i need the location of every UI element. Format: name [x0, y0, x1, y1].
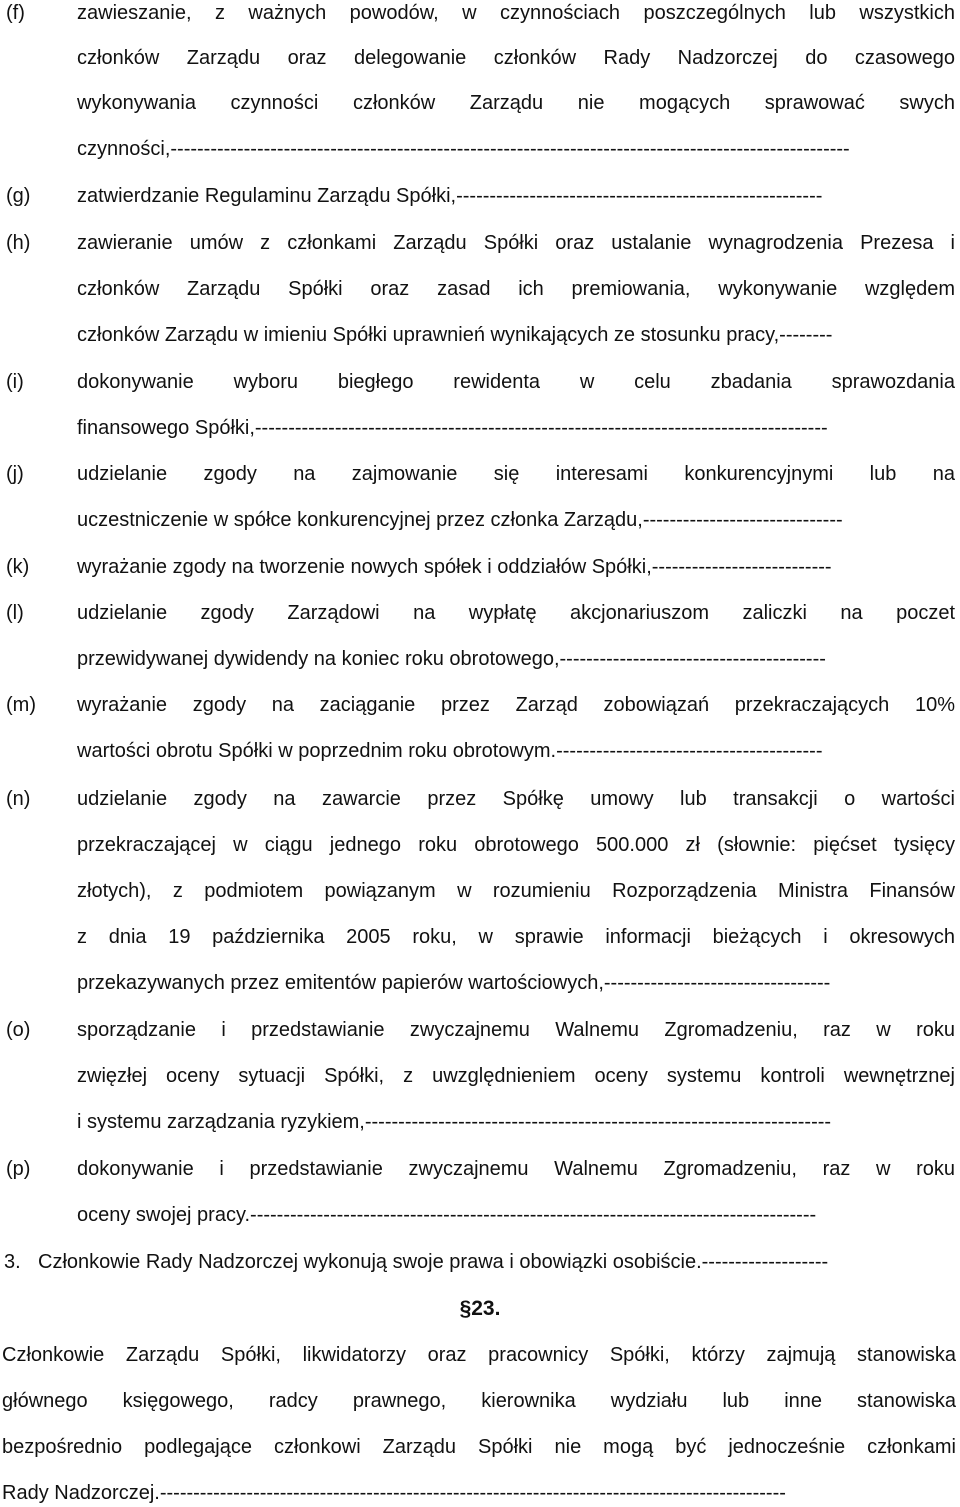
item-line: dokonywanie i przedstawianie zwyczajnemu Walnemu Zgromadzeniu, raz w roku	[77, 1158, 955, 1180]
item-line: dokonywanie wyboru biegłego rewidenta w celu zbadania sprawozdania	[77, 371, 955, 393]
item-line: oceny swojej pracy.-------------------------------------------------------------------------------------	[77, 1204, 817, 1226]
item-line: sporządzanie i przedstawianie zwyczajnemu Walnemu Zgromadzeniu, raz w roku	[77, 1019, 955, 1041]
item-line: czynności,------------------------------------------------------------------------------------------------------	[77, 138, 850, 160]
item-line: wyrażanie zgody na tworzenie nowych spółek i oddziałów Spółki,---------------------------	[77, 556, 832, 578]
item-line: udzielanie zgody na zajmowanie się interesami konkurencyjnymi lub na	[77, 463, 955, 485]
item-line: wartości obrotu Spółki w poprzednim roku obrotowym.----------------------------------------	[77, 740, 823, 762]
item-line: przewidywanej dywidendy na koniec roku obrotowego,----------------------------------------	[77, 648, 826, 670]
paragraph-line: Członkowie Zarządu Spółki, likwidatorzy oraz pracownicy Spółki, którzy zajmują stanowiska	[2, 1344, 956, 1366]
item-line: przekraczającej w ciągu jednego roku obrotowego 500.000 zł (słownie: pięćset tysięcy	[77, 834, 955, 856]
item-line: z dnia 19 października 2005 roku, w sprawie informacji bieżących i okresowych	[77, 926, 955, 948]
paragraph-line: głównego księgowego, radcy prawnego, kierownika wydziału lub inne stanowiska	[2, 1390, 956, 1412]
item-line: członków Zarządu w imieniu Spółki uprawnień wynikających ze stosunku pracy,--------	[77, 324, 833, 346]
item-label: (f)	[6, 2, 25, 24]
item-line: udzielanie zgody Zarządowi na wypłatę akcjonariuszom zaliczki na poczet	[77, 602, 955, 624]
item-label: (g)	[6, 185, 31, 207]
item-line: uczestniczenie w spółce konkurencyjnej przez członka Zarządu,------------------------------	[77, 509, 843, 531]
item-line: złotych), z podmiotem powiązanym w rozumieniu Rozporządzenia Ministra Finansów	[77, 880, 955, 902]
item-label: (n)	[6, 788, 31, 810]
item-label: (h)	[6, 232, 31, 254]
section-heading: §23.	[459, 1297, 501, 1320]
item-label: (l)	[6, 602, 24, 624]
item-label: (i)	[6, 371, 24, 393]
item-line: zwięzłej oceny sytuacji Spółki, z uwzględnieniem oceny systemu kontroli wewnętrznej	[77, 1065, 955, 1087]
item-label: (o)	[6, 1019, 31, 1041]
item-line: zawieszanie, z ważnych powodów, w czynnościach poszczególnych lub wszystkich	[77, 2, 955, 24]
item-label: (j)	[6, 463, 24, 485]
paragraph-line: bezpośrednio podlegające członkowi Zarządu Spółki nie mogą być jednocześnie członkami	[2, 1436, 956, 1458]
point-text: Członkowie Rady Nadzorczej wykonują swoje prawa i obowiązki osobiście.-------------------	[38, 1251, 829, 1273]
item-line: zawieranie umów z członkami Zarządu Spółki oraz ustalanie wynagrodzenia Prezesa i	[77, 232, 955, 254]
item-line: i systemu zarządzania ryzykiem,----------------------------------------------------------------------	[77, 1111, 832, 1133]
item-line: zatwierdzanie Regulaminu Zarządu Spółki,-------------------------------------------------------	[77, 185, 823, 207]
item-line: członków Zarządu oraz delegowanie członków Rady Nadzorczej do czasowego	[77, 47, 955, 69]
paragraph-line: Rady Nadzorczej.----------------------------------------------------------------------------------------------	[2, 1482, 786, 1504]
item-label: (m)	[6, 694, 36, 716]
item-line: udzielanie zgody na zawarcie przez Spółkę umowy lub transakcji o wartości	[77, 788, 955, 810]
item-line: wykonywania czynności członków Zarządu nie mogących sprawować swych	[77, 92, 955, 114]
item-label: (k)	[6, 556, 30, 578]
item-label: (p)	[6, 1158, 31, 1180]
item-line: wyrażanie zgody na zaciąganie przez Zarząd zobowiązań przekraczających 10%	[77, 694, 955, 716]
item-line: finansowego Spółki,--------------------------------------------------------------------------------------	[77, 417, 828, 439]
point-number: 3.	[4, 1251, 21, 1273]
item-line: członków Zarządu Spółki oraz zasad ich premiowania, wykonywanie względem	[77, 278, 955, 300]
item-line: przekazywanych przez emitentów papierów wartościowych,----------------------------------	[77, 972, 831, 994]
